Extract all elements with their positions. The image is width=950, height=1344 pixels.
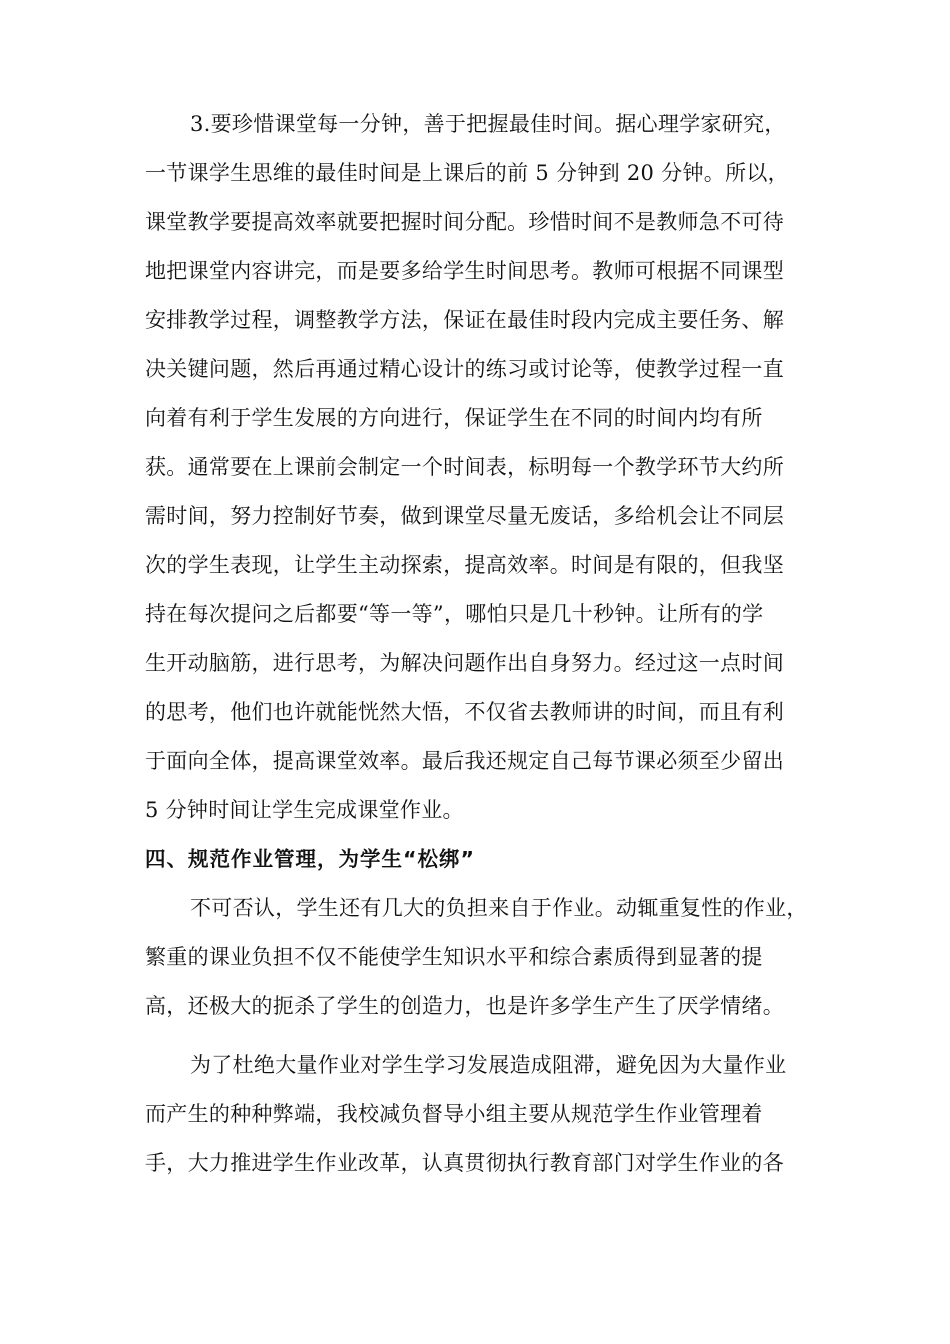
paragraph-line: 需时间，努力控制好节奏，做到课堂尽量无废话，多给机会让不同层 [145, 504, 784, 528]
paragraph-line: 生开动脑筋，进行思考，为解决问题作出自身努力。经过这一点时间 [145, 651, 784, 675]
paragraph-line: 向着有利于学生发展的方向进行，保证学生在不同的时间内均有所 [145, 406, 763, 430]
paragraph-line: 决关键问题，然后再通过精心设计的练习或讨论等，使教学过程一直 [145, 357, 784, 381]
paragraph-line: 3.要珍惜课堂每一分钟，善于把握最佳时间。据心理学家研究， [190, 112, 786, 136]
paragraph-line: 次的学生表现，让学生主动探索，提高效率。时间是有限的，但我坚 [145, 553, 784, 577]
section-heading: 四、规范作业管理，为学生“松绑” [145, 847, 475, 871]
paragraph-line: 安排教学过程，调整教学方法，保证在最佳时段内完成主要任务、解 [145, 308, 784, 332]
paragraph-line: 于面向全体，提高课堂效率。最后我还规定自己每节课必须至少留出 [145, 749, 784, 773]
paragraph-line: 高，还极大的扼杀了学生的创造力，也是许多学生产生了厌学情绪。 [145, 994, 784, 1018]
paragraph-line: 地把课堂内容讲完，而是要多给学生时间思考。教师可根据不同课型 [145, 259, 784, 283]
paragraph-line: 的思考，他们也许就能恍然大悟，不仅省去教师讲的时间，而且有利 [145, 700, 784, 724]
paragraph-line: 课堂教学要提高效率就要把握时间分配。珍惜时间不是教师急不可待 [145, 210, 784, 234]
paragraph-line: 一节课学生思维的最佳时间是上课后的前 5 分钟到 20 分钟。所以， [145, 161, 789, 185]
paragraph-line: 手，大力推进学生作业改革，认真贯彻执行教育部门对学生作业的各 [145, 1151, 784, 1175]
paragraph-line: 不可否认，学生还有几大的负担来自于作业。动辄重复性的作业， [190, 896, 808, 920]
paragraph-line: 为了杜绝大量作业对学生学习发展造成阻滞，避免因为大量作业 [190, 1053, 787, 1077]
paragraph-line: 持在每次提问之后都要“等一等”，哪怕只是几十秒钟。让所有的学 [145, 602, 764, 626]
paragraph-line: 5 分钟时间让学生完成课堂作业。 [145, 798, 464, 822]
paragraph-line: 繁重的课业负担不仅不能使学生知识水平和综合素质得到显著的提 [145, 945, 763, 969]
paragraph-line: 而产生的种种弊端，我校减负督导小组主要从规范学生作业管理着 [145, 1102, 763, 1126]
paragraph-line: 获。通常要在上课前会制定一个时间表，标明每一个教学环节大约所 [145, 455, 784, 479]
